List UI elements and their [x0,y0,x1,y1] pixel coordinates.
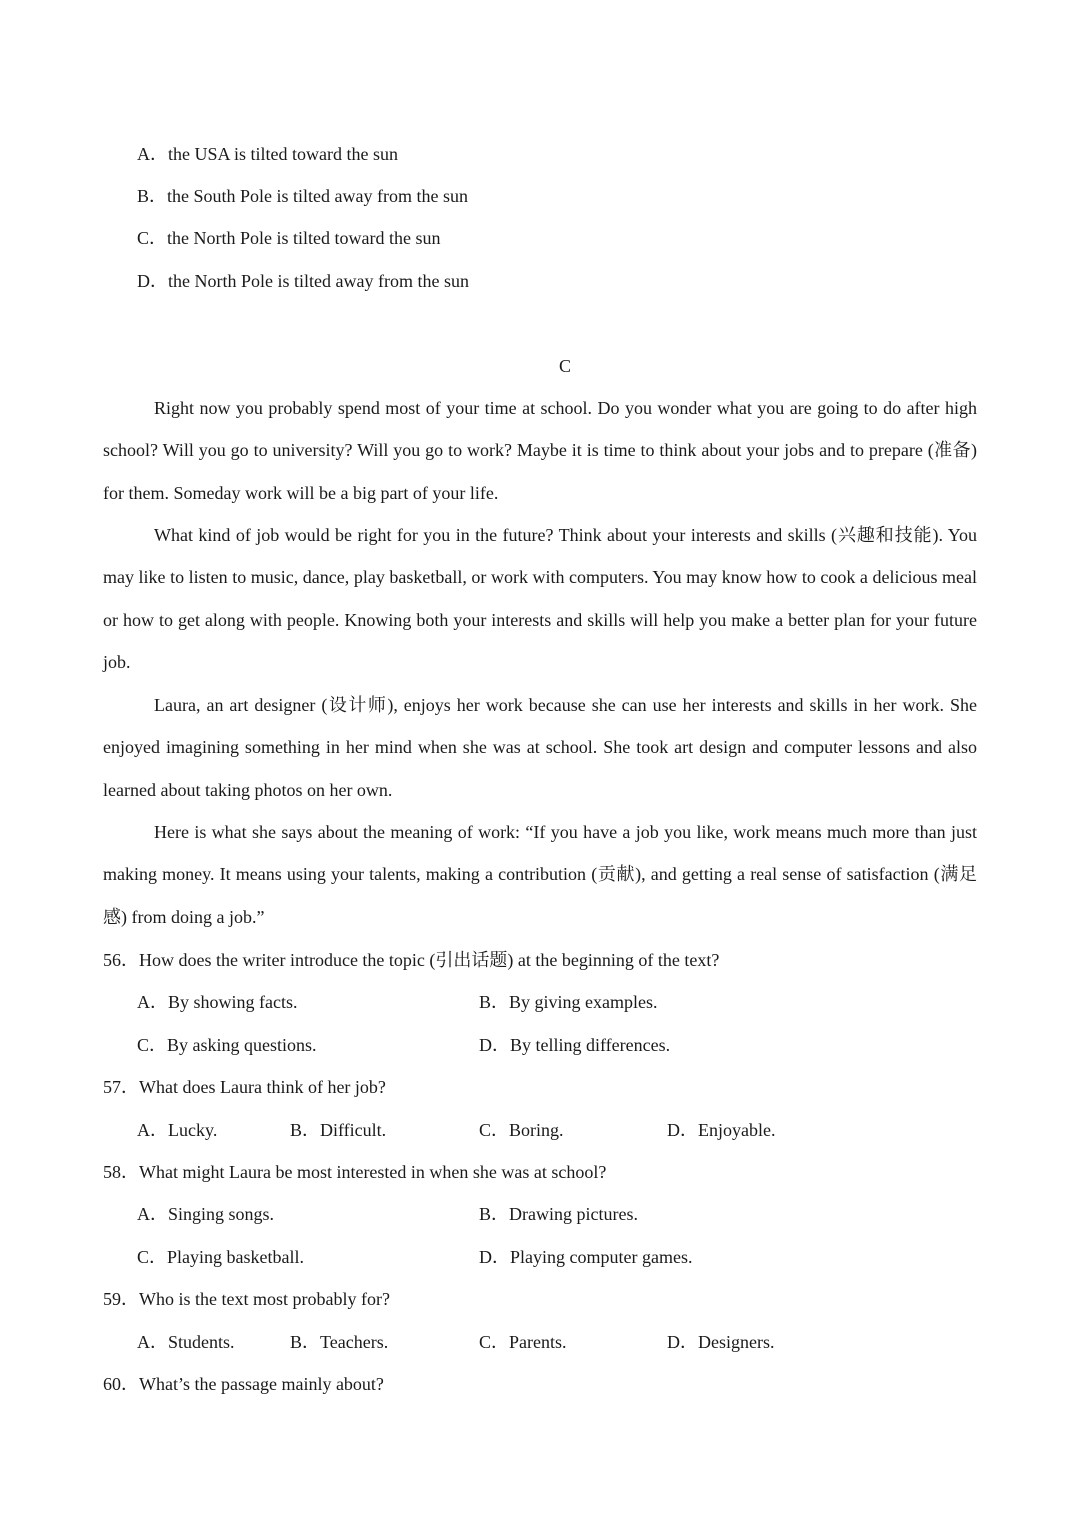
passage-paragraph-1: Right now you probably spend most of your time at school. Do you wonder what you are going to do after high school? Will you go to university? Will you go to work? Maybe it is time to think about your jobs and to prepare (准备) for them. Someday work will be a big part of your life. [103,398,977,503]
passage-paragraph-4: Here is what she says about the meaning of work: “If you have a job you like, work means much more than just making money. It means using your talents, making a contribution (贡献), and getting a real sense of satisfaction (满足感) from doing a job.” [103,822,977,927]
q56-option-d: D．By telling differences. [479,1035,671,1055]
prev-option-b: B．the South Pole is tilted away from the sun [137,186,468,206]
question-60: 60．What’s the passage mainly about? [103,1374,384,1394]
q57-option-d: D．Enjoyable. [667,1120,776,1140]
q57-option-b: B．Difficult. [290,1120,387,1140]
q58-option-a: A．Singing songs. [137,1204,275,1224]
question-57: 57．What does Laura think of her job? [103,1077,386,1097]
prev-option-c: C．the North Pole is tilted toward the sun [137,228,441,248]
prev-option-d: D．the North Pole is tilted away from the sun [137,271,469,291]
question-56: 56．How does the writer introduce the topic (引出话题) at the beginning of the text? [103,950,720,970]
q56-option-a: A．By showing facts. [137,992,298,1012]
q56-option-b: B．By giving examples. [479,992,658,1012]
section-label: C [558,356,571,376]
q57-option-a: A．Lucky. [137,1120,218,1140]
question-59: 59．Who is the text most probably for? [103,1289,390,1309]
question-58: 58．What might Laura be most interested in when she was at school? [103,1162,607,1182]
q59-option-d: D．Designers. [667,1332,775,1352]
q56-option-c: C．By asking questions. [137,1035,317,1055]
q58-option-c: C．Playing basketball. [137,1247,304,1267]
q57-option-c: C．Boring. [479,1120,564,1140]
passage-paragraph-3: Laura, an art designer (设计师), enjoys her work because she can use her interests and skills in her work. She enjoyed imagining something in her mind when she was at school. She took art design and computer lessons and also learned about taking photos on her own. [103,695,977,800]
q59-option-a: A．Students. [137,1332,235,1352]
q58-option-b: B．Drawing pictures. [479,1204,638,1224]
prev-option-a: A．the USA is tilted toward the sun [137,144,398,164]
passage-paragraph-2: What kind of job would be right for you in the future? Think about your interests and skills (兴趣和技能). You may like to listen to music, dance, play basketball, or work with computers. You may know how to cook a delicious meal or how to get along with people. Knowing both your interests and skills will help you make a better plan for your future job. [103,525,977,673]
q59-option-c: C．Parents. [479,1332,567,1352]
q58-option-d: D．Playing computer games. [479,1247,693,1267]
q59-option-b: B．Teachers. [290,1332,389,1352]
